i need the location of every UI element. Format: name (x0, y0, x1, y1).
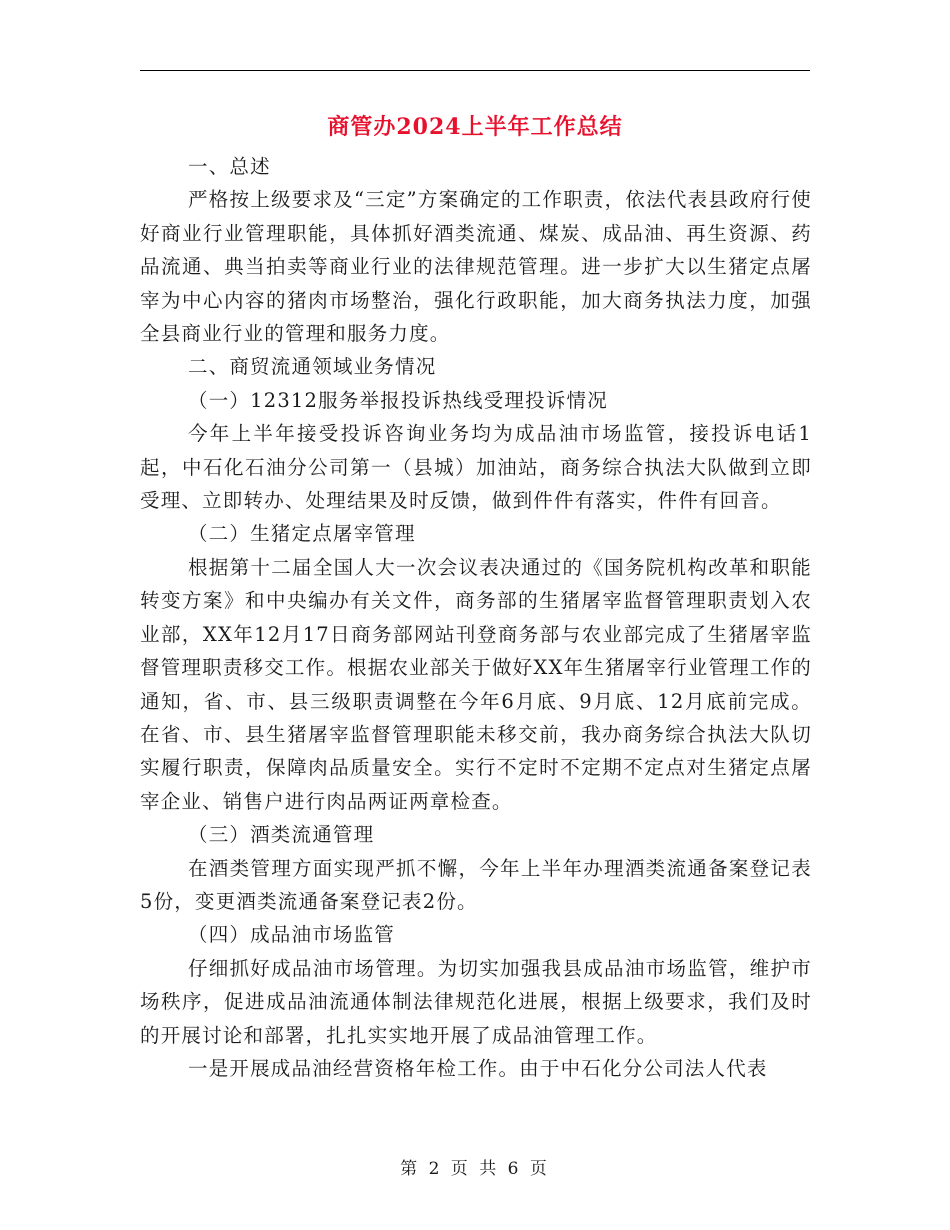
subsection-heading-liquor: （三）酒类流通管理 (188, 823, 375, 847)
paragraph-oil-item-1: 一是开展成品油经营资格年检工作。由于中石化分公司法人代表 (188, 1056, 768, 1080)
subsection-heading-slaughter: （二）生猪定点屠宰管理 (188, 522, 416, 546)
paragraph-hotline: 今年上半年接受投诉咨询业务均为成品油市场监管，接投诉电话1起，中石化石油分公司第一（县城）加油站，商务综合执法大队做到立即受理、立即转办、处理结果及时反馈，做到件件有落实，件件有回音。 (140, 422, 812, 513)
paragraph-overview: 严格按上级要求及“三定”方案确定的工作职责，依法代表县政府行使好商业行业管理职能，具体抓好酒类流通、煤炭、成品油、再生资源、药品流通、典当拍卖等商业行业的法律规范管理。进一步扩大以生猪定点屠宰为中心内容的猪肉市场整治，强化行政职能，加大商务执法力度，加强全县商业行业的管理和服务力度。 (140, 188, 812, 346)
document-body (140, 150, 812, 1085)
section-heading-overview: 一、总述 (188, 155, 271, 178)
paragraph-oil: 仔细抓好成品油市场管理。为切实加强我县成品油市场监管，维护市场秩序，促进成品油流通体制法律规范化进展，根据上级要求，我们及时的开展讨论和部署，扎扎实实地开展了成品油管理工作。 (140, 956, 812, 1047)
subsection-heading-hotline: （一）12312服务举报投诉热线受理投诉情况 (188, 388, 608, 412)
paragraph-liquor: 在酒类管理方面实现严抓不懈，今年上半年办理酒类流通备案登记表5份，变更酒类流通备案登记表2份。 (140, 856, 812, 913)
section-heading-business: 二、商贸流通领域业务情况 (188, 355, 437, 379)
page-number-footer: 第 2 页 共 6 页 (400, 1159, 550, 1179)
subsection-heading-oil: （四）成品油市场监管 (188, 923, 396, 947)
paragraph-slaughter: 根据第十二届全国人大一次会议表决通过的《国务院机构改革和职能转变方案》和中央编办有关文件，商务部的生猪屠宰监督管理职责划入农业部，XX年12月17日商务部网站刊登商务部与农业部完成了生猪屠宰监督管理职责移交工作。根据农业部关于做好XX年生猪屠宰行业管理工作的通知，省、市、县三级职责调整在今年6月底、9月底、12月底前完成。在省、市、县生猪屠宰监督管理职能未移交前，我办商务综合执法大队切实履行职责，保障肉品质量安全。实行不定时不定期不定点对生猪定点屠宰企业、销售户进行肉品两证两章检查。 (140, 555, 812, 813)
header-rule (140, 70, 810, 71)
document-title: 商管办2024上半年工作总结 (327, 114, 623, 140)
